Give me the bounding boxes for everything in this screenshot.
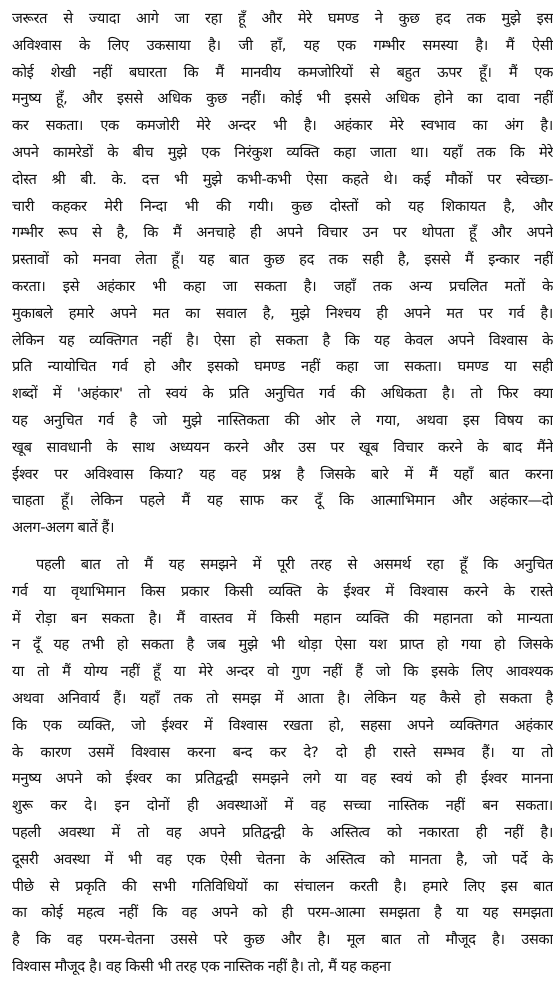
text-line: गम्भीर रूप से है, कि मैं अनचाहे ही अपने विचार उन पर थोपता हूँ और अपने xyxy=(12,224,553,242)
text-line: मनुष्य अपने को ईश्वर का प्रतिद्वन्द्वी समझने लगे या वह स्वयं को ही ईश्वर मानना xyxy=(12,770,553,788)
text-line: पीछे से प्रकृति की सभी गतिविधियों का संचालन करती है। हमारे लिए इस बात xyxy=(12,877,553,895)
text-line: जरूरत से ज्यादा आगे जा रहा हूँ और मेरे घमण्ड ने कुछ हद तक मुझे इस xyxy=(12,10,553,27)
text-line: शब्दों में 'अहंकार' तो स्वयं के प्रति अनुचित गर्व की अधिकता है। तो फिर क्या xyxy=(12,385,553,403)
text-line: कि एक व्यक्ति, जो ईश्वर में विश्वास रखता हो, सहसा अपने व्यक्तिगत अहंकार xyxy=(12,716,553,734)
text-line: प्रस्तावों को मनवा लेता हूँ। यह बात कुछ हद तक सही है, इससे मैं इन्कार नहीं xyxy=(12,251,553,269)
text-line: कर सकता। एक कमजोरी मेरे अन्दर भी है। अहंकार मेरे स्वभाव का अंग है। xyxy=(12,117,553,135)
text-line: चाहता हूँ। लेकिन पहले मैं यह साफ कर दूँ कि आत्माभिमान और अहंकार—दो xyxy=(12,492,553,510)
text-line: में रोड़ा बन सकता है। मैं वास्तव में किसी महान व्यक्ति की महानता को मान्यता xyxy=(12,609,553,627)
text-line: अविश्वास के लिए उकसाया है। जी हाँ, यह एक गम्भीर समस्या है। मैं ऐसी xyxy=(12,36,553,54)
text-line: का कोई महत्व नहीं कि वह अपने को ही परम-आत्मा समझता है या यह समझता xyxy=(12,904,553,922)
text-line: प्रति न्यायोचित गर्व हो और इसको घमण्ड नहीं कहा जा सकता। घमण्ड या सही xyxy=(12,358,553,376)
text-line: है कि वह परम-चेतना उससे परे कुछ और है। मूल बात तो मौजूद है। उसका xyxy=(12,931,553,949)
text-line: विश्वास मौजूद है। वह किसी भी तरह एक नास्तिक नहीं है। तो, मैं यह कहना xyxy=(12,957,391,975)
paragraph-arrogance-admission xyxy=(12,6,553,542)
text-line: गर्व या वृथाभिमान किस प्रकार किसी व्यक्ति के ईश्वर में विश्वास करने के रास्ते xyxy=(12,582,553,600)
text-line: के कारण उसमें विश्वास करना बन्द कर दे? दो ही रास्ते सम्भव हैं। या तो xyxy=(12,743,553,761)
text-line: करता। इसे अहंकार भी कहा जा सकता है। जहाँ तक अन्य प्रचलित मतों के xyxy=(12,277,553,295)
text-line: न दूँ यह तभी हो सकता है जब मुझे भी थोड़ा ऐसा यश प्राप्त हो गया हो जिसके xyxy=(12,636,553,654)
text-line: अथवा अनिवार्य हैं। यहाँ तक तो समझ में आता है। लेकिन यह कैसे हो सकता है xyxy=(12,689,553,707)
paragraph-gap xyxy=(12,542,553,552)
text-line: दोस्त श्री बी. के. दत्त भी मुझे कभी-कभी ऐसा कहते थे। कई मौकों पर स्वेच्छा- xyxy=(12,170,553,188)
text-line: ईश्वर पर अविश्वास किया? यह वह प्रश्न है जिसके बारे में मैं यहाँ बात करना xyxy=(12,465,553,483)
text-line: दूसरी अवस्था में भी वह एक ऐसी चेतना के अस्तित्व को मानता है, जो पर्दे के xyxy=(12,850,553,868)
text-line: शुरू कर दे। इन दोनों ही अवस्थाओं में वह सच्चा नास्तिक नहीं बन सकता। xyxy=(12,797,553,815)
paragraph-pride-vs-belief xyxy=(12,552,553,981)
text-line: लेकिन यह व्यक्तिगत नहीं है। ऐसा हो सकता है कि यह केवल अपने विश्वास के xyxy=(12,331,553,349)
text-line: या तो मैं योग्य नहीं हूँ या मेरे अन्दर वो गुण नहीं हैं जो कि इसके लिए आवश्यक xyxy=(12,663,553,681)
text-line: कोई शेखी नहीं बघारता कि मैं मानवीय कमजोरियों से बहुत ऊपर हूँ। मैं एक xyxy=(12,63,553,81)
text-line: पहली अवस्था में तो वह अपने प्रतिद्वन्द्वी के अस्तित्व को नकारता ही नहीं है। xyxy=(12,823,553,841)
text-line: चारी कहकर मेरी निन्दा भी की गयी। कुछ दोस्तों को यह शिकायत है, और xyxy=(12,197,553,215)
text-line: खूब सावधानी के साथ अध्ययन करने और उस पर खूब विचार करने के बाद मैंने xyxy=(12,438,553,456)
text-line: मुकाबले हमारे अपने मत का सवाल है, मुझे निश्चय ही अपने मत पर गर्व है। xyxy=(12,304,553,322)
text-line: पहली बात तो मैं यह समझने में पूरी तरह से असमर्थ रहा हूँ कि अनुचित xyxy=(36,555,553,573)
text-line: यह अनुचित गर्व है जो मुझे नास्तिकता की ओर ले गया, अथवा इस विषय का xyxy=(12,411,553,429)
text-line: मनुष्य हूँ, और इससे अधिक कुछ नहीं। कोई भी इससे अधिक होने का दावा नहीं xyxy=(12,90,553,108)
text-line: अपने कामरेडों के बीच मुझे एक निरंकुश व्यक्ति कहा जाता था। यहाँ तक कि मेरे xyxy=(12,143,553,161)
text-line: अलग-अलग बातें हैं। xyxy=(12,519,115,537)
